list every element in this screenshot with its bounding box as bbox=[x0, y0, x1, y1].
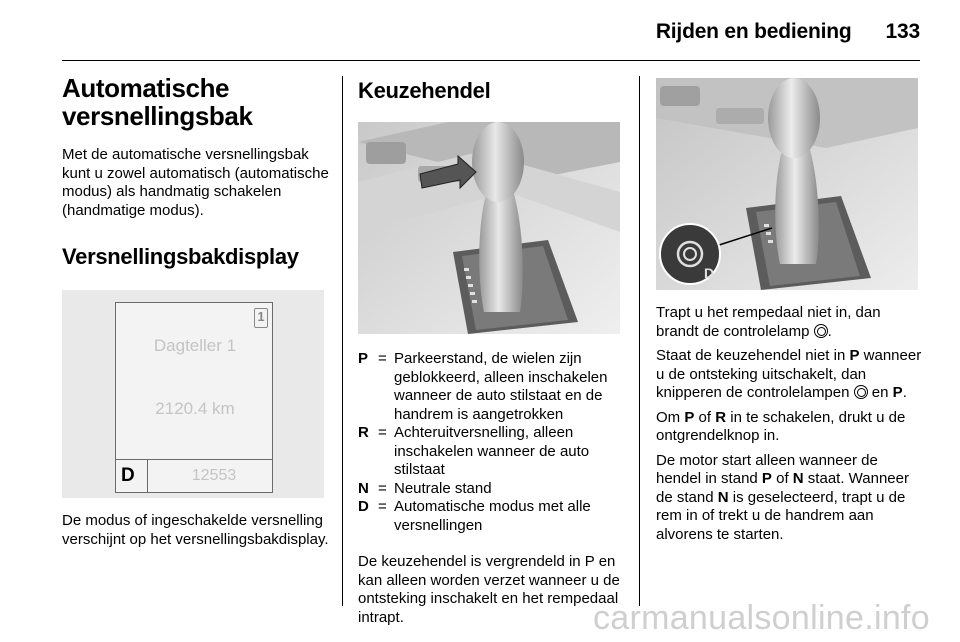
gear-letter: P bbox=[684, 408, 695, 426]
gear-indicator: D bbox=[121, 465, 135, 486]
heading-transmission-display: Versnellingsbakdisplay bbox=[62, 244, 299, 269]
trip-distance: 2120.4 km bbox=[155, 399, 235, 418]
definition-row bbox=[358, 350, 626, 424]
definition-text: Automatische modus met alle versnellingen bbox=[394, 498, 591, 534]
definition-row bbox=[358, 480, 626, 499]
definition-text: Parkeerstand, de wielen zijn geblokkeerd, alleen inschakelen wanneer de auto stilstaat en de handrem is aangetrokken bbox=[394, 350, 608, 423]
gear-letter: P bbox=[761, 470, 772, 487]
definition-row bbox=[358, 498, 626, 535]
text: staat. Wanneer de stand bbox=[656, 470, 909, 506]
text: Trapt u het rempedaal niet in, dan brandt de controlelamp bbox=[656, 304, 881, 340]
column-separator bbox=[639, 76, 640, 606]
trip-label: Dagteller 1 bbox=[153, 336, 237, 355]
brake-lamp-figure bbox=[656, 78, 918, 290]
transmission-display-figure bbox=[62, 290, 324, 498]
text: Staat de keuzehendel niet in bbox=[656, 347, 850, 364]
column-1 bbox=[62, 74, 330, 549]
header-rule bbox=[62, 60, 920, 61]
text: in te schakelen, drukt u de ontgrendelknop in. bbox=[656, 408, 906, 444]
text: of bbox=[771, 470, 793, 487]
text: wanneer u de ontsteking uitschakelt, dan knipperen de controlelampen bbox=[656, 347, 922, 401]
gear-definitions bbox=[358, 350, 626, 535]
page-header bbox=[656, 20, 920, 46]
gear-letter: N bbox=[717, 488, 729, 506]
paragraph-engine-start bbox=[656, 452, 924, 545]
paragraph-ignition-off bbox=[656, 347, 924, 403]
callout-d-label: D bbox=[704, 265, 715, 281]
display-divider-vertical bbox=[147, 459, 148, 492]
odometer-value: 12553 bbox=[191, 467, 237, 484]
definition-key: R bbox=[358, 424, 369, 441]
definition-key: D bbox=[358, 498, 369, 515]
text: en bbox=[867, 384, 893, 401]
watermark: carmanualsonline.info bbox=[592, 599, 930, 637]
brake-lamp-illustration bbox=[656, 78, 918, 290]
section-title: Rijden en bediening bbox=[655, 20, 852, 43]
display-panel bbox=[115, 302, 273, 493]
definition-row bbox=[358, 424, 626, 480]
column-2 bbox=[358, 74, 626, 627]
gear-letter: P bbox=[849, 347, 860, 364]
display-caption: De modus of ingeschakelde versnelling verschijnt op het versnellingsbakdisplay. bbox=[62, 512, 329, 548]
selector-lever-illustration bbox=[358, 122, 620, 334]
page-number: 133 bbox=[885, 20, 920, 43]
column-3 bbox=[656, 74, 924, 544]
lock-note: De keuzehendel is vergrendeld in P en kan alleen worden verzet wanneer u de ontsteking inschakelt en het rempedaal intrapt. bbox=[358, 553, 620, 626]
text: . bbox=[902, 384, 907, 401]
definition-sep: = bbox=[378, 424, 387, 441]
definition-sep: = bbox=[378, 498, 387, 515]
definition-key: N bbox=[358, 479, 369, 497]
brake-pedal-lamp-icon bbox=[814, 324, 828, 338]
paragraph-brake-lamp bbox=[656, 304, 924, 341]
brake-pedal-lamp-icon bbox=[854, 385, 868, 399]
column-separator bbox=[342, 76, 343, 606]
gear-letter: R bbox=[715, 408, 727, 426]
text: De motor start alleen wanneer de hendel in stand bbox=[656, 451, 878, 487]
definition-text: Achteruitversnelling, alleen inschakelen wanneer de auto stilstaat bbox=[394, 424, 590, 478]
definition-sep: = bbox=[378, 350, 387, 367]
text: of bbox=[694, 408, 716, 426]
definition-text: Neutrale stand bbox=[394, 479, 492, 497]
paragraph-release-button bbox=[656, 409, 924, 446]
intro-paragraph: Met de automatische versnellingsbak kunt u zowel automatisch (automatische modus) als handmatig schakelen (handmatige modus). bbox=[62, 146, 329, 219]
gear-letter: N bbox=[792, 470, 804, 487]
heading-automatic-transmission: Automatische versnellingsbak bbox=[62, 73, 253, 131]
selector-lever-figure bbox=[358, 122, 620, 334]
display-divider bbox=[116, 459, 272, 460]
trip-counter-icon: 1 bbox=[254, 308, 268, 328]
text: . bbox=[827, 322, 832, 340]
text: is geselecteerd, trapt u de rem in of trekt u de handrem aan alvorens te starten. bbox=[656, 488, 906, 543]
text: Om bbox=[656, 408, 685, 426]
definition-sep: = bbox=[378, 479, 387, 497]
heading-selector-lever: Keuzehendel bbox=[358, 78, 491, 103]
definition-key: P bbox=[358, 350, 369, 367]
gear-letter: P bbox=[892, 384, 903, 401]
